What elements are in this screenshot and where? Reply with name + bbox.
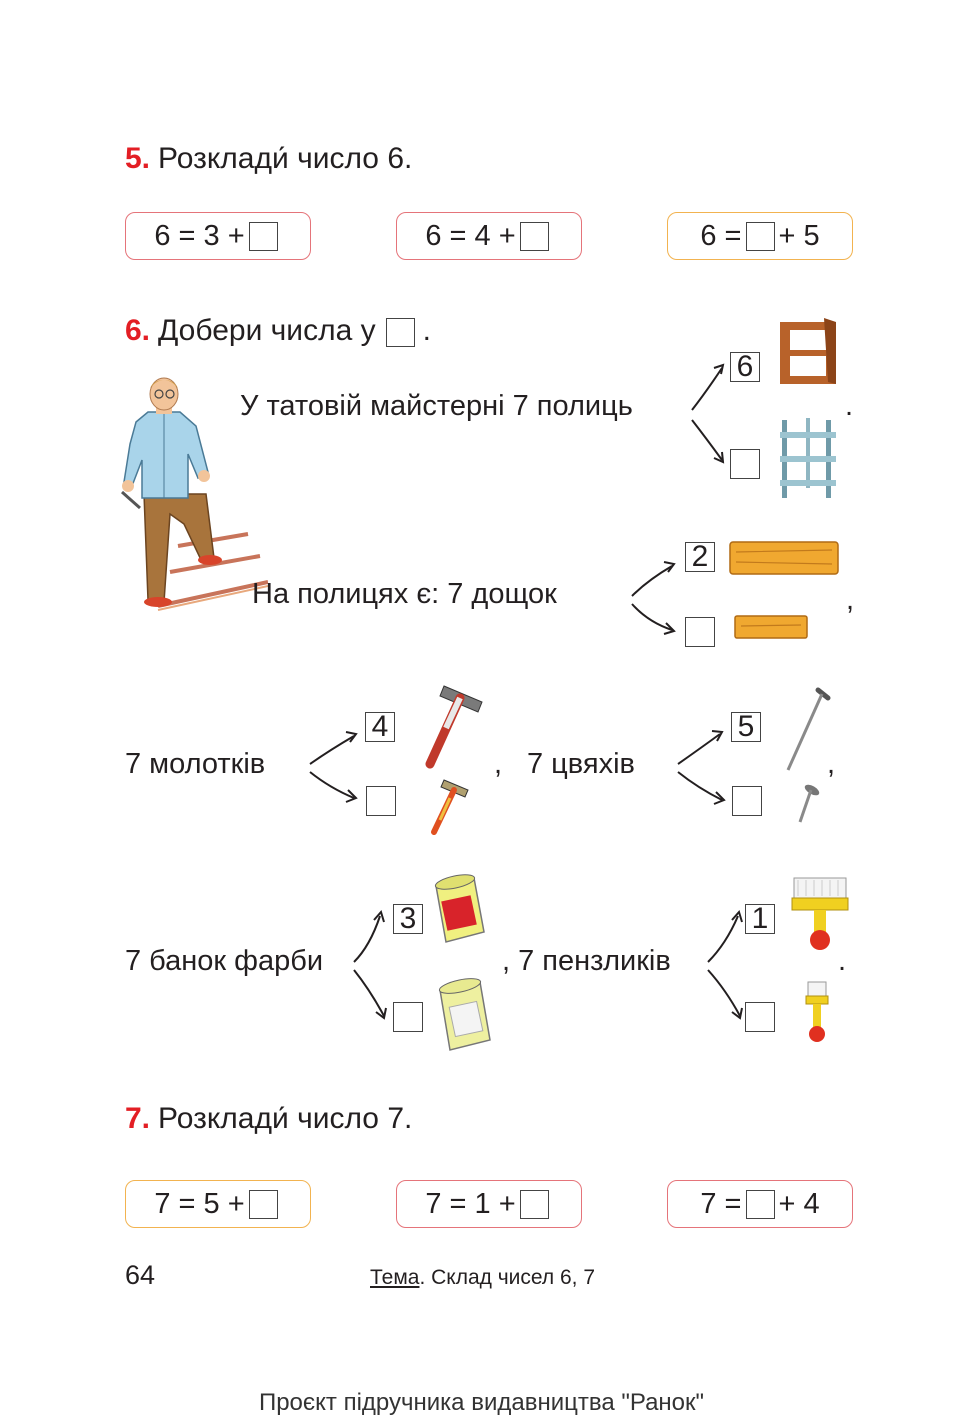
answer-box[interactable] [520, 222, 549, 251]
page-number: 64 [125, 1260, 156, 1290]
brushes-answer-box[interactable] [745, 1002, 775, 1032]
wooden-shelf-icon [776, 316, 840, 386]
hammers-label: 7 молотків [125, 748, 266, 780]
shelves-answer-box[interactable] [730, 449, 760, 479]
task6-number: 6. [125, 314, 151, 347]
task6-title-text: Добери числа у [158, 314, 376, 347]
answer-box[interactable] [249, 1190, 278, 1219]
boards-sentence: На полицях є: 7 дощок [252, 578, 557, 610]
hammers-top-box: 4 [365, 712, 395, 742]
nails-end: , [827, 748, 836, 780]
shelves-end: . [845, 390, 854, 422]
nails-answer-box[interactable] [732, 786, 762, 816]
task5-title [125, 142, 412, 176]
equation-text: + 4 [778, 1187, 820, 1220]
paint-brush-icon [802, 980, 832, 1046]
task7-equation-3 [667, 1180, 853, 1228]
task7-title-text: Розклади́ число 7. [158, 1102, 413, 1135]
task7-equation-1 [125, 1180, 311, 1228]
equation-text: + 5 [778, 219, 820, 252]
equation-text: 7 = [700, 1187, 742, 1220]
task7-number: 7. [125, 1102, 151, 1135]
answer-box[interactable] [746, 222, 775, 251]
paint-answer-box[interactable] [393, 1002, 423, 1032]
task6-title-end: . [422, 314, 431, 347]
task5-title-text: Розклади́ число 6. [158, 142, 413, 175]
equation-text: 7 = 1 + [425, 1187, 516, 1220]
wood-board-icon [733, 614, 809, 640]
shelves-sentence: У татовій майстерні 7 полиць [240, 390, 633, 422]
task6-title [125, 314, 431, 348]
hammer-icon [424, 776, 474, 838]
answer-box[interactable] [746, 1190, 775, 1219]
brushes-label: , 7 пензликів [502, 945, 671, 977]
equation-text: 7 = 5 + [154, 1187, 245, 1220]
branch-arrows-hammers [306, 724, 366, 814]
paint-brush-icon [790, 874, 850, 954]
title-sample-box [386, 318, 415, 347]
boards-end: , [846, 584, 855, 616]
paint-can-icon [430, 874, 490, 946]
topic-line [370, 1266, 595, 1290]
paint-label: 7 банок фарби [125, 945, 324, 977]
nails-label: 7 цвяхів [527, 748, 635, 780]
hammer-icon [410, 678, 490, 778]
wood-board-icon [728, 538, 840, 578]
topic-text: . Склад чисел 6, 7 [419, 1266, 595, 1289]
topic-label: Тема [370, 1266, 420, 1289]
boards-top-box: 2 [685, 542, 715, 572]
paint-top-box: 3 [393, 904, 423, 934]
project-note: Проєкт підручника видавництва "Ранок" [258, 1389, 705, 1416]
paint-can-icon [434, 978, 496, 1054]
equation-text: 6 = 3 + [154, 219, 245, 252]
task5-number: 5. [125, 142, 151, 175]
boards-answer-box[interactable] [685, 617, 715, 647]
branch-arrows-nails [674, 724, 734, 814]
metal-shelf-icon [776, 416, 840, 500]
nails-top-box: 5 [731, 712, 761, 742]
task5-equation-1 [125, 212, 311, 260]
equation-text: 6 = 4 + [425, 219, 516, 252]
answer-box[interactable] [249, 222, 278, 251]
task5-equation-2 [396, 212, 582, 260]
task5-equation-3 [667, 212, 853, 260]
answer-box[interactable] [520, 1190, 549, 1219]
brushes-end: . [838, 945, 847, 977]
nail-icon [782, 686, 832, 776]
hammers-answer-box[interactable] [366, 786, 396, 816]
shelves-top-box: 6 [730, 352, 760, 382]
task7-equation-2 [396, 1180, 582, 1228]
task7-title [125, 1102, 412, 1136]
equation-text: 6 = [700, 219, 742, 252]
nail-icon [792, 782, 822, 826]
hammers-end: , [494, 748, 503, 780]
branch-arrows-boards [628, 552, 688, 652]
brushes-top-box: 1 [745, 904, 775, 934]
